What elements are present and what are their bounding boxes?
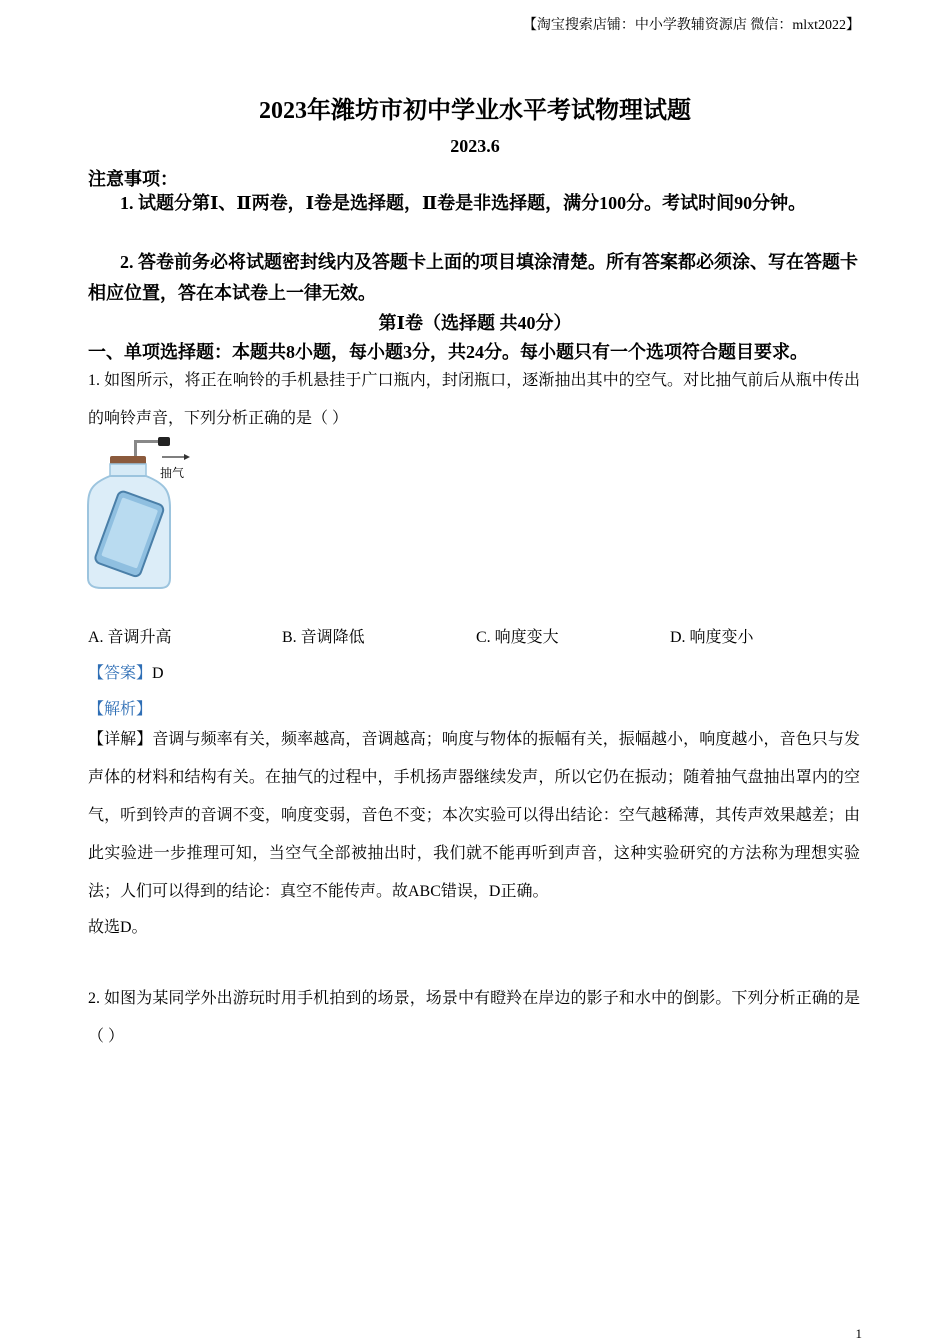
header-note: 【淘宝搜索店铺：中小学教辅资源店 微信：mlxt2022】 xyxy=(522,18,860,33)
detail-label: 【详解】 xyxy=(88,731,153,748)
bell-jar-illustration xyxy=(84,436,194,592)
bell-jar-figure xyxy=(84,436,194,592)
answer-line xyxy=(88,660,164,683)
answer-value: D xyxy=(152,665,164,682)
question-2-stem: 2. 如图为某同学外出游玩时用手机拍到的场景，场景中有瞪羚在岸边的影子和水中的倒影。下列分析正确的是（ ） xyxy=(88,990,860,1045)
option-d: D. 响度变小 xyxy=(670,629,754,646)
pump-pipe-horizontal xyxy=(134,440,160,443)
analysis-label: 【解析】 xyxy=(88,701,153,718)
volume-title: 第Ⅰ卷（选择题 共40分） xyxy=(378,313,572,333)
conclusion: 故选D。 xyxy=(88,919,148,936)
exam-date: 2023.6 xyxy=(450,136,500,156)
detail-text: 音调与频率有关，频率越高，音调越高；响度与物体的振幅有关，振幅越小，响度越小，音色只与发声体的材料和结构有关。在抽气的过程中，手机扬声器继续发声，所以它仍在振动；随着抽气盘抽出罩内的空气，听到铃声的音调不变，响度变弱，音色不变；本次实验可以得出结论：空气越稀薄，其传声效果越差；由此实验进一步推理可知，当空气全部被抽出时，我们就不能再听到声音，这种实验研究的方法称为理想实验法；人们可以得到的结论：真空不能传声。故ABC错误，D正确。 xyxy=(88,731,860,900)
option-c: C. 响度变大 xyxy=(476,629,559,646)
question-1-stem: 1. 如图所示，将正在响铃的手机悬挂于广口瓶内，封闭瓶口，逐渐抽出其中的空气。对比抽气前后从瓶中传出的响铃声音，下列分析正确的是（ ） xyxy=(88,372,860,427)
page-number: 1 xyxy=(855,1326,862,1341)
notice-heading: 注意事项： xyxy=(88,169,178,189)
answer-label: 【答案】 xyxy=(88,665,153,682)
jar-neck xyxy=(110,464,146,476)
detail-paragraph xyxy=(88,721,860,911)
option-a: A. 音调升高 xyxy=(88,629,172,646)
air-arrow-head xyxy=(184,454,190,460)
section-title: 一、单项选择题：本题共8小题，每小题3分，共24分。每小题只有一个选项符合题目要求。 xyxy=(88,342,808,362)
pump-valve xyxy=(158,437,170,446)
notice-item-2: 2. 答卷前务必将试题密封线内及答题卡上面的项目填涂清楚。所有答案都必须涂、写在答题卡相应位置，答在本试卷上一律无效。 xyxy=(88,252,858,303)
option-b: B. 音调降低 xyxy=(282,629,365,646)
notice-item-1: 1. 试题分第Ⅰ、Ⅱ两卷，Ⅰ卷是选择题，Ⅱ卷是非选择题，满分100分。考试时间90分钟。 xyxy=(120,193,807,213)
figure-label-pump: 抽气 xyxy=(160,466,185,480)
page-title: 2023年潍坊市初中学业水平考试物理试题 xyxy=(259,98,691,124)
